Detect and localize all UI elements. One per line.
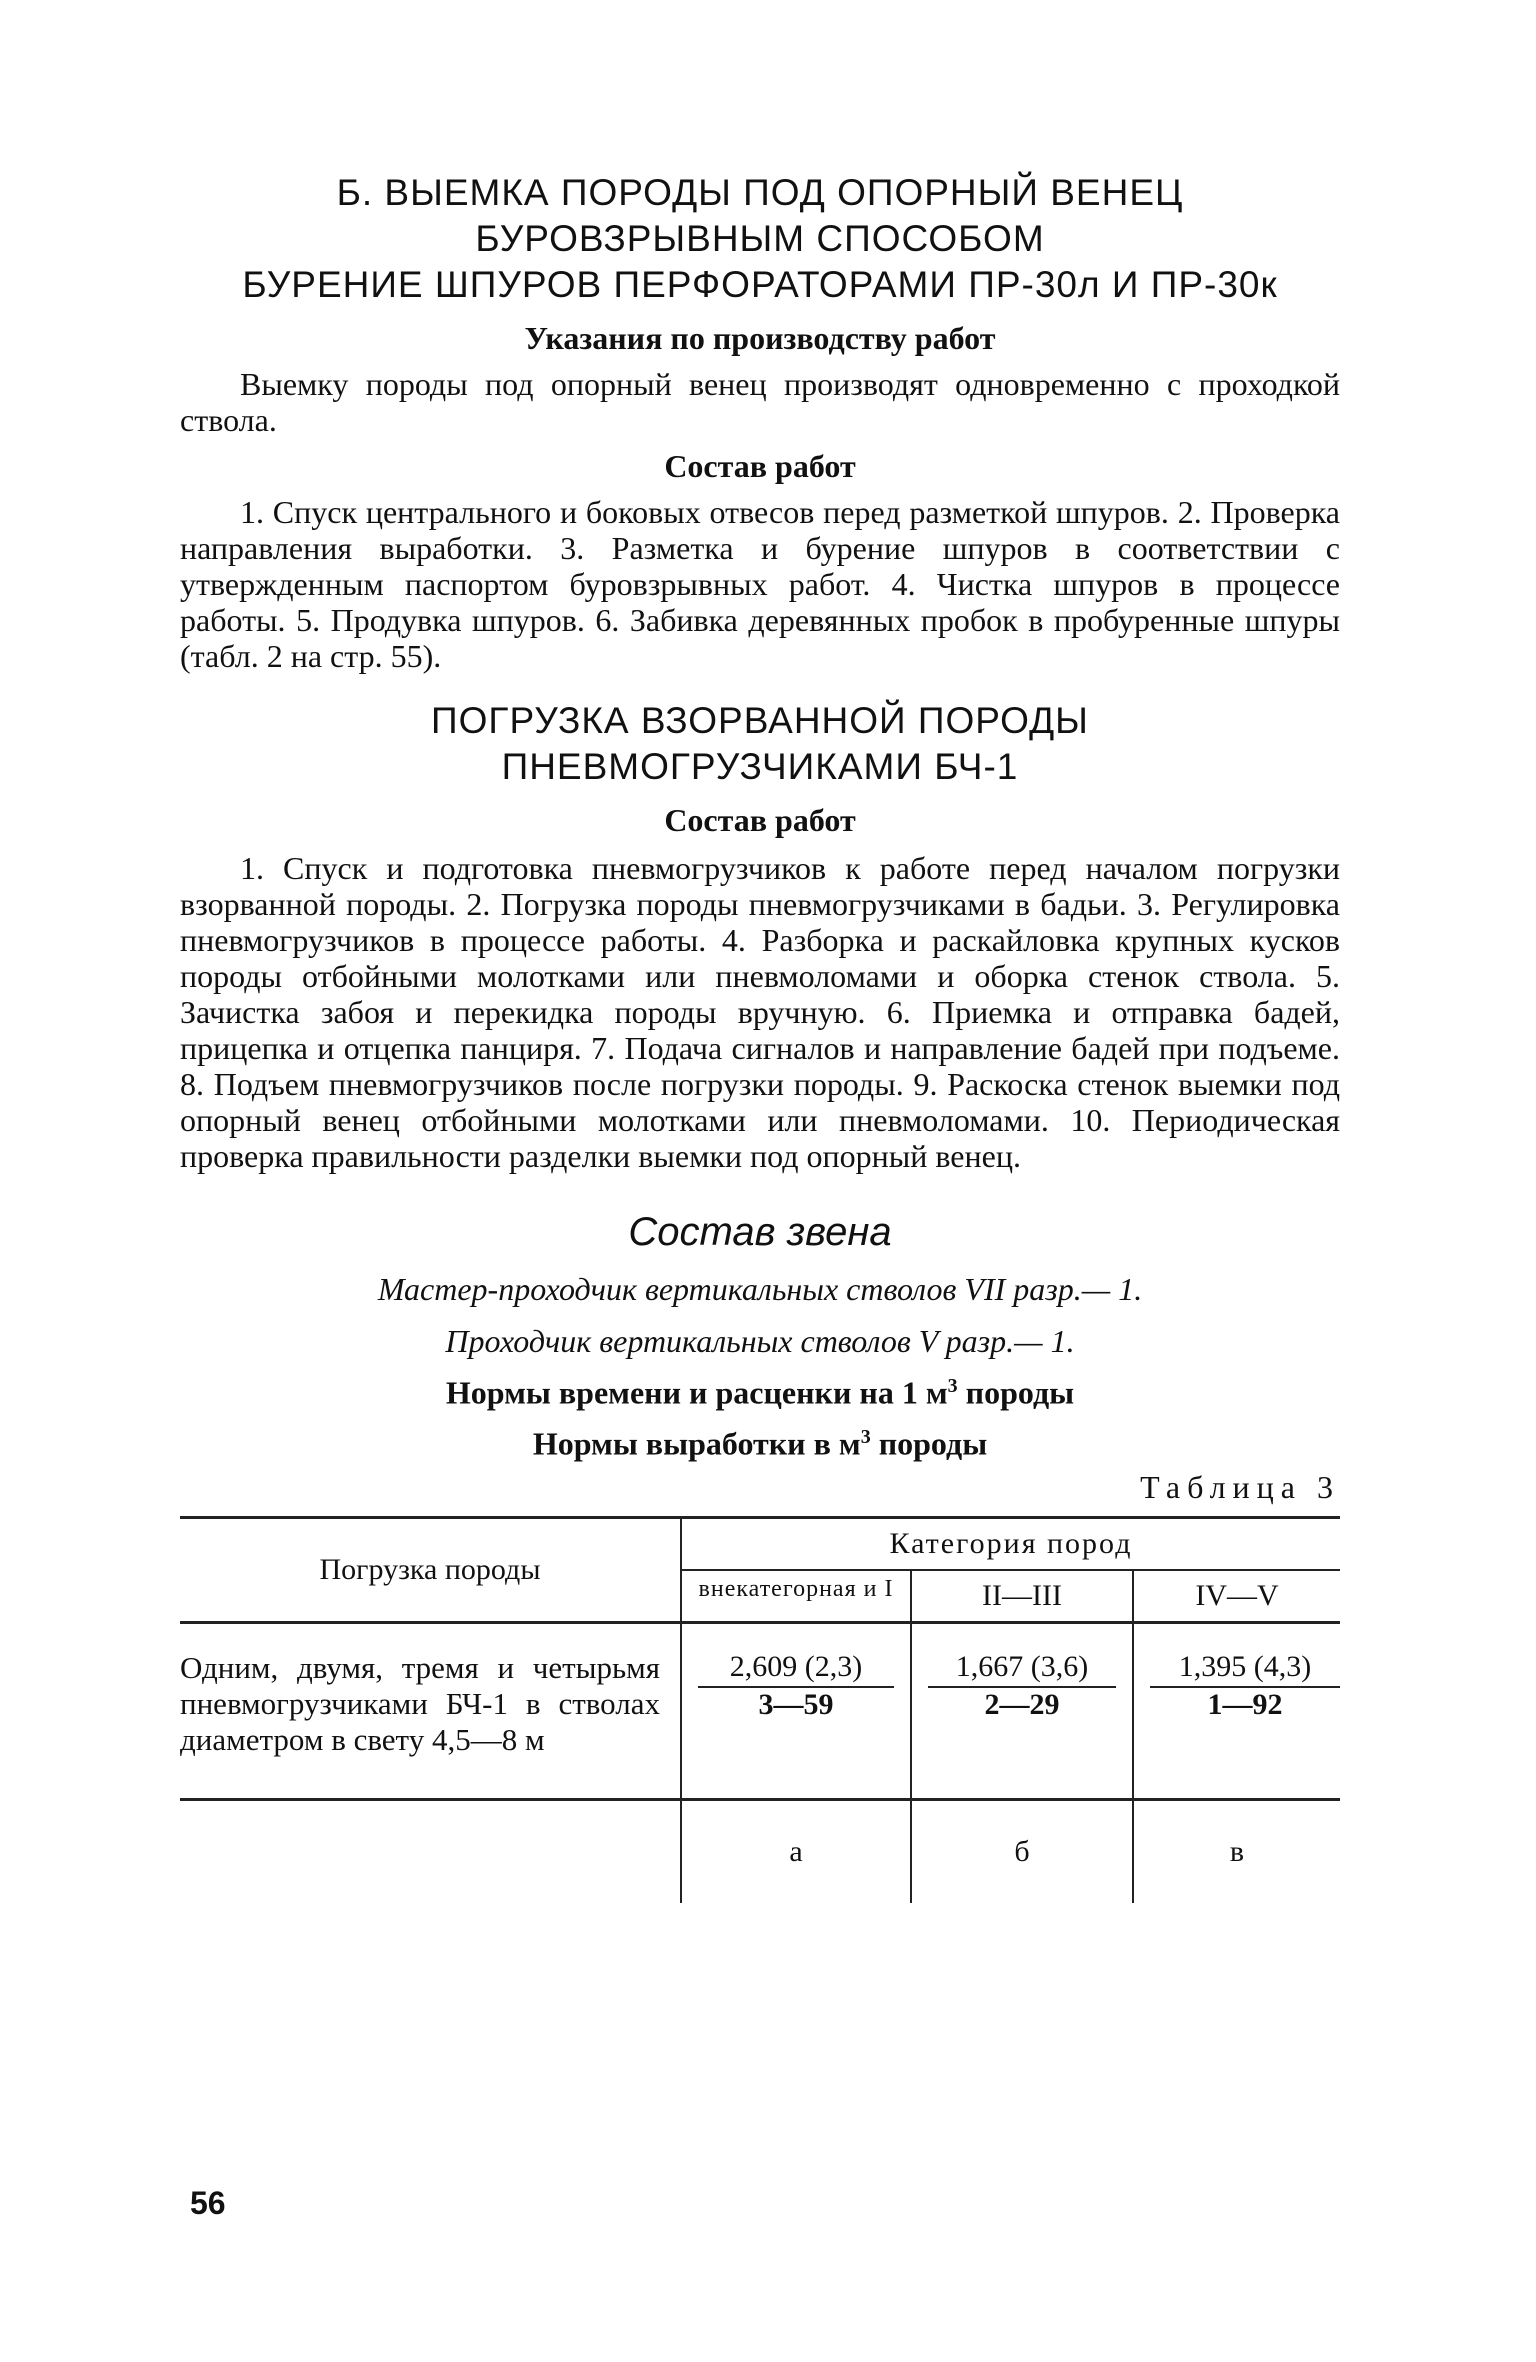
- page-number: 56: [190, 2185, 226, 2221]
- table-label: Таблица 3: [1140, 1469, 1340, 1506]
- time-norm-3: 1,395 (4,3): [1150, 1650, 1340, 1688]
- norms-line-1: Нормы времени и расценки на 1 $м^3$ породы: [445, 1374, 1075, 1411]
- section-b-title-3: БУРЕНИЕ ШПУРОВ ПЕРФОРАТОРАМИ ПР-30л И ПР-30к: [242, 264, 1278, 305]
- rate-3: 1—92: [1207, 1688, 1283, 1722]
- rate-2: 2—29: [984, 1688, 1060, 1722]
- page-content: [180, 170, 1340, 1903]
- section-b-title-2: БУРОВЗРЫВНЫМ СПОСОБОМ: [475, 218, 1045, 259]
- norms-line-2: Нормы выработки в $м^3$ породы: [532, 1425, 988, 1462]
- composition-heading-b: Состав работ: [664, 448, 856, 484]
- instructions-text: Выемку породы под опорный венец производят одновременно с проходкой ствола.: [180, 366, 1340, 438]
- cell-cat-2: [911, 1623, 1133, 1800]
- letters-label-cell: [180, 1800, 681, 1904]
- crew-line-1: Мастер-проходчик вертикальных стволов VII разр.— 1.: [377, 1271, 1143, 1307]
- header-cat-1: внекатегорная и I: [681, 1570, 911, 1623]
- composition-heading-loading: Состав работ: [664, 802, 856, 838]
- header-cat-3: IV—V: [1195, 1579, 1279, 1613]
- rate-1: 3—59: [758, 1688, 834, 1722]
- header-work: Погрузка породы: [180, 1518, 681, 1623]
- section-b-title-1: Б. ВЫЕМКА ПОРОДЫ ПОД ОПОРНЫЙ ВЕНЕЦ: [336, 172, 1184, 213]
- cell-cat-3: [1133, 1623, 1340, 1800]
- crew-heading: Состав звена: [628, 1210, 892, 1254]
- header-cat-2: II—III: [911, 1570, 1133, 1623]
- column-letter-a: а: [681, 1800, 911, 1904]
- instructions-heading: Указания по производству работ: [524, 320, 996, 356]
- loading-title-2: ПНЕВМОГРУЗЧИКАМИ БЧ-1: [501, 746, 1019, 787]
- row-label: Одним, двумя, тремя и четырьмя пневмогрузчиками БЧ-1 в стволах диаметром в свету 4,5—8 м: [180, 1623, 681, 1800]
- time-norm-1: 2,609 (2,3): [698, 1650, 894, 1688]
- header-category: Категория пород: [681, 1518, 1340, 1571]
- column-letter-b: б: [911, 1800, 1133, 1904]
- cell-cat-1: [681, 1623, 911, 1800]
- norms-table: [180, 1516, 1340, 1903]
- composition-text-loading: 1. Спуск и подготовка пневмогрузчиков к работе перед началом погрузки взорванной породы. 2. Погрузка породы пневмогрузчиками в бадьи. 3. Регулировка пневмогрузчиков в процессе работы. 4. Разборка и раскайловка крупных кусков породы отбойными молотками или пневмоломами и оборка стенок ствола. 5. Зачистка забоя и перекидка породы вручную. 6. Приемка и отправка бадей, прицепка и отцепка панциря. 7. Подача сигналов и направление бадей при подъеме. 8. Подъем пневмогрузчиков после погрузки породы. 9. Раскоска стенок выемки под опорный венец отбойными молотками или пневмоломами. 10. Периодическая проверка правильности разделки выемки под опорный венец.: [180, 850, 1340, 1174]
- composition-text-b: 1. Спуск центрального и боковых отвесов перед разметкой шпуров. 2. Проверка направления выработки. 3. Разметка и бурение шпуров в соответствии с утвержденным паспортом буровзрывных работ. 4. Чистка шпуров в процессе работы. 5. Продувка шпуров. 6. Забивка деревянных пробок в пробуренные шпуры (табл. 2 на стр. 55).: [180, 494, 1340, 674]
- crew-line-2: Проходчик вертикальных стволов V разр.— 1.: [445, 1323, 1075, 1359]
- time-norm-2: 1,667 (3,6): [928, 1650, 1116, 1688]
- column-letter-c: в: [1229, 1835, 1245, 1869]
- loading-title-1: ПОГРУЗКА ВЗОРВАННОЙ ПОРОДЫ: [431, 700, 1089, 741]
